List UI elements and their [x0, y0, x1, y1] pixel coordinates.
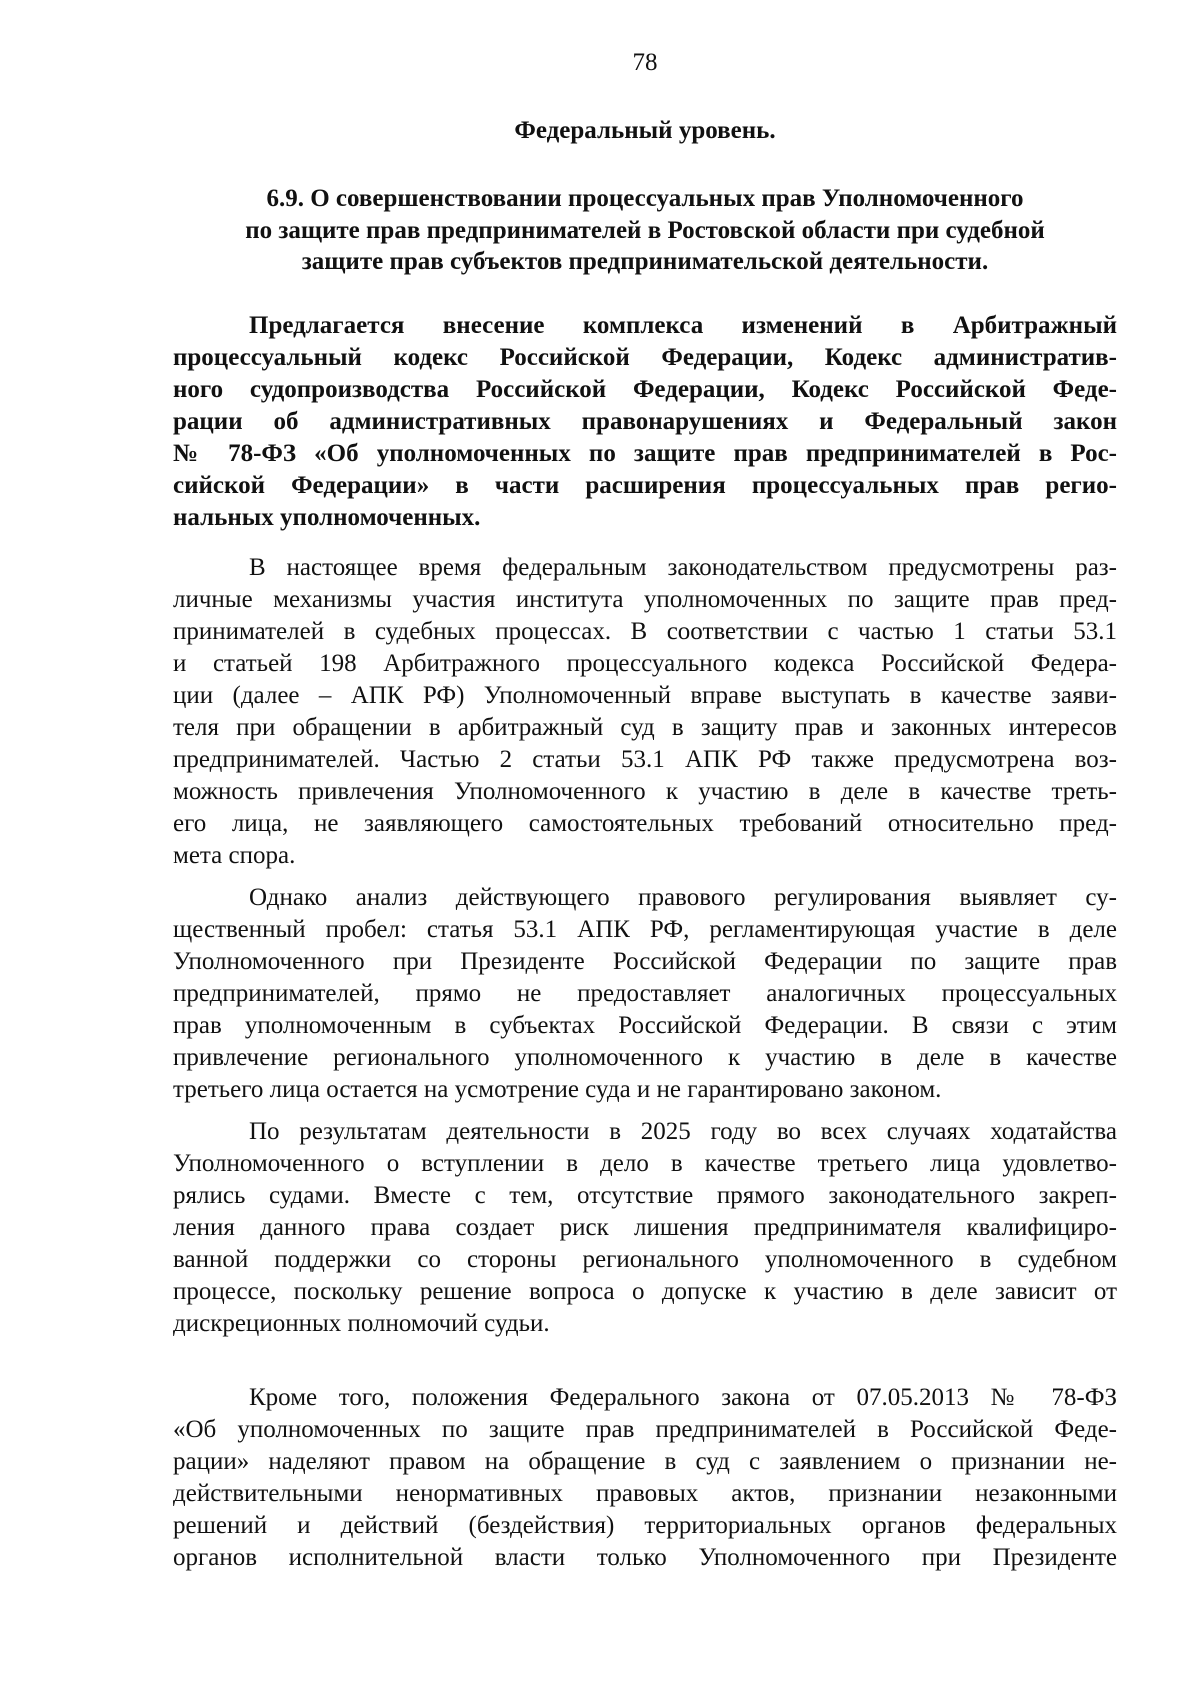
title-line: 6.9. О совершенствовании процессуальных прав Уполномоченного — [266, 185, 1024, 212]
paragraph-line: прав уполномоченным в субъектах Российской Федерации. В связи с этим — [173, 1012, 1117, 1039]
paragraph-line: предпринимателей, прямо не предоставляет аналогичных процессуальных — [173, 980, 1117, 1007]
paragraph-line: мета спора. — [173, 842, 296, 869]
title-line: по защите прав предпринимателей в Ростовской области при судебной — [245, 216, 1045, 244]
proposal-line: сийской Федерации» в части расширения процессуальных прав регио- — [173, 472, 1117, 499]
paragraph-line: В настоящее время федеральным законодательством предусмотрены раз- — [249, 554, 1117, 581]
paragraph-line: привлечение регионального уполномоченного к участию в деле в качестве — [173, 1044, 1117, 1071]
title-line: защите прав субъектов предпринимательской деятельности. — [301, 248, 989, 275]
paragraph-line: ванной поддержки со стороны регионального уполномоченного в судебном — [173, 1246, 1117, 1273]
proposal-line: № 78-ФЗ «Об уполномоченных по защите прав предпринимателей в Рос- — [173, 440, 1117, 467]
section-title — [173, 183, 1117, 278]
paragraph-line: По результатам деятельности в 2025 году во всех случаях ходатайства — [249, 1118, 1117, 1145]
paragraph-line: «Об уполномоченных по защите прав предпринимателей в Российской Феде- — [173, 1416, 1117, 1443]
paragraph-line: его лица, не заявляющего самостоятельных требований относительно пред- — [173, 810, 1117, 837]
body-paragraph — [173, 1382, 1117, 1574]
paragraph-line: предпринимателей. Частью 2 статьи 53.1 АПК РФ также предусмотрена воз- — [173, 746, 1117, 773]
paragraph-line: личные механизмы участия института уполномоченных по защите прав пред- — [173, 586, 1117, 613]
paragraph-line: рации» наделяют правом на обращение в суд с заявлением о признании не- — [173, 1448, 1117, 1475]
paragraph-line: дискреционных полномочий судьи. — [173, 1310, 550, 1337]
paragraph-line: Уполномоченного о вступлении в дело в качестве третьего лица удовлетво- — [173, 1150, 1117, 1177]
paragraph-line: органов исполнительной власти только Уполномоченного при Президенте — [173, 1544, 1117, 1571]
paragraph-line: и статьей 198 Арбитражного процессуального кодекса Российской Федера- — [173, 650, 1117, 677]
document-page — [173, 0, 1117, 1698]
paragraph-line: действительными ненормативных правовых актов, признании незаконными — [173, 1480, 1117, 1507]
paragraph-line: решений и действий (бездействия) территориальных органов федеральных — [173, 1512, 1117, 1539]
paragraph-line: принимателей в судебных процессах. В соответствии с частью 1 статьи 53.1 — [173, 618, 1117, 645]
proposal-line: процессуальный кодекс Российской Федерации, Кодекс административ- — [173, 344, 1117, 371]
proposal-line: рации об административных правонарушениях и Федеральный закон — [173, 408, 1117, 435]
paragraph-line: Однако анализ действующего правового регулирования выявляет су- — [249, 884, 1117, 911]
proposal-line: Предлагается внесение комплекса изменений в Арбитражный — [249, 312, 1117, 339]
paragraph-line: третьего лица остается на усмотрение суда и не гарантировано законом. — [173, 1076, 942, 1103]
paragraph-line: теля при обращении в арбитражный суд в защиту прав и законных интересов — [173, 714, 1117, 741]
paragraph-line: щественный пробел: статья 53.1 АПК РФ, регламентирующая участие в деле — [173, 916, 1117, 943]
body-paragraph — [173, 552, 1117, 872]
section-label: Федеральный уровень. — [514, 117, 776, 144]
paragraph-line: ции (далее – АПК РФ) Уполномоченный вправе выступать в качестве заяви- — [173, 682, 1117, 709]
proposal-line: нальных уполномоченных. — [173, 504, 481, 531]
paragraph-line: ления данного права создает риск лишения предпринимателя квалифициро- — [173, 1214, 1117, 1241]
proposal-line: ного судопроизводства Российской Федерации, Кодекс Российской Феде- — [173, 376, 1117, 403]
body-paragraph — [173, 1116, 1117, 1340]
paragraph-line: рялись судами. Вместе с тем, отсутствие прямого законодательного закреп- — [173, 1182, 1117, 1209]
paragraph-line: процессе, поскольку решение вопроса о допуске к участию в деле зависит от — [173, 1278, 1117, 1305]
page-number: 78 — [632, 49, 658, 76]
body-paragraph — [173, 882, 1117, 1106]
paragraph-line: Уполномоченного при Президенте Российской Федерации по защите прав — [173, 948, 1117, 975]
paragraph-line: Кроме того, положения Федерального закона от 07.05.2013 № 78-ФЗ — [249, 1384, 1117, 1411]
proposal-paragraph — [173, 310, 1117, 534]
paragraph-line: можность привлечения Уполномоченного к участию в деле в качестве треть- — [173, 778, 1117, 805]
